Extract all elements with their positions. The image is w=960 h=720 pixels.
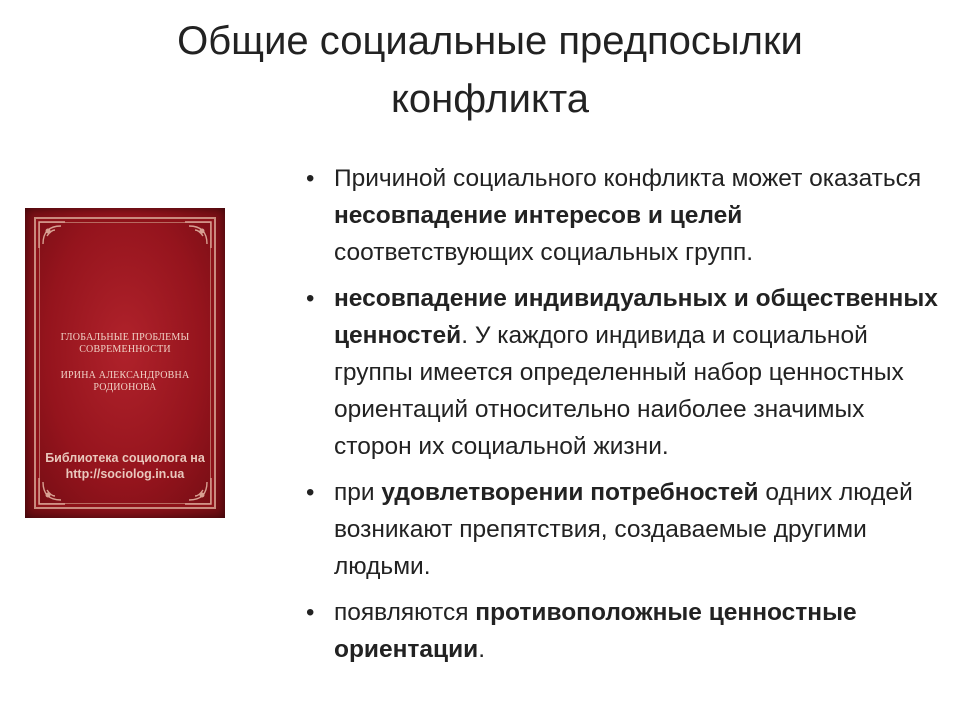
bullet-item	[306, 160, 946, 271]
bullet-icon: •	[306, 479, 315, 506]
bullet-text: Причиной социального конфликта может оказаться	[334, 165, 922, 192]
bullet-text: появляются	[334, 599, 476, 626]
bullet-bold-text: противоположные ценностные ориентации	[334, 599, 857, 663]
book-author-line-2: РОДИОНОВА	[93, 382, 157, 393]
bullet-icon: •	[306, 599, 315, 626]
bullet-item	[306, 280, 946, 465]
bullet-list	[306, 160, 946, 677]
bullet-text: соответствующих социальных групп.	[334, 239, 754, 266]
bullet-icon: •	[306, 165, 315, 192]
bullet-item	[306, 474, 946, 585]
book-library-line-2: http://sociolog.in.ua	[65, 467, 185, 481]
bullet-bold-text: несовпадение интересов и целей	[334, 202, 743, 229]
book-author-line-1: ИРИНА АЛЕКСАНДРОВНА	[60, 370, 190, 381]
slide-title	[120, 12, 860, 128]
bullet-text: . У каждого индивида и социальной группы имеется определенный набор ценностных ориентаций относительно наиболее значимых сторон их социальной жизни.	[334, 322, 904, 460]
book-library-line-1: Библиотека социолога на	[45, 451, 205, 465]
bullet-item	[306, 594, 946, 668]
bullet-bold-text: удовлетворении потребностей	[381, 479, 759, 506]
book-title-line-2: СОВРЕМЕННОСТИ	[79, 344, 171, 355]
corner-ornament-icon	[183, 220, 213, 250]
book-cover-image	[25, 208, 225, 518]
book-title-line-1: ГЛОБАЛЬНЫЕ ПРОБЛЕМЫ	[60, 332, 190, 343]
bullet-icon: •	[306, 285, 315, 312]
bullet-bold-text: несовпадение индивидуальных и общественных ценностей	[334, 285, 938, 349]
bullet-text: при	[334, 479, 382, 506]
bullet-text: .	[478, 636, 486, 663]
slide-title-line-1: Общие социальные предпосылки	[177, 19, 803, 63]
corner-ornament-icon	[37, 220, 67, 250]
slide-title-line-2: конфликта	[390, 77, 590, 121]
bullet-text: одних людей возникают препятствия, создаваемые другими людьми.	[334, 479, 913, 580]
